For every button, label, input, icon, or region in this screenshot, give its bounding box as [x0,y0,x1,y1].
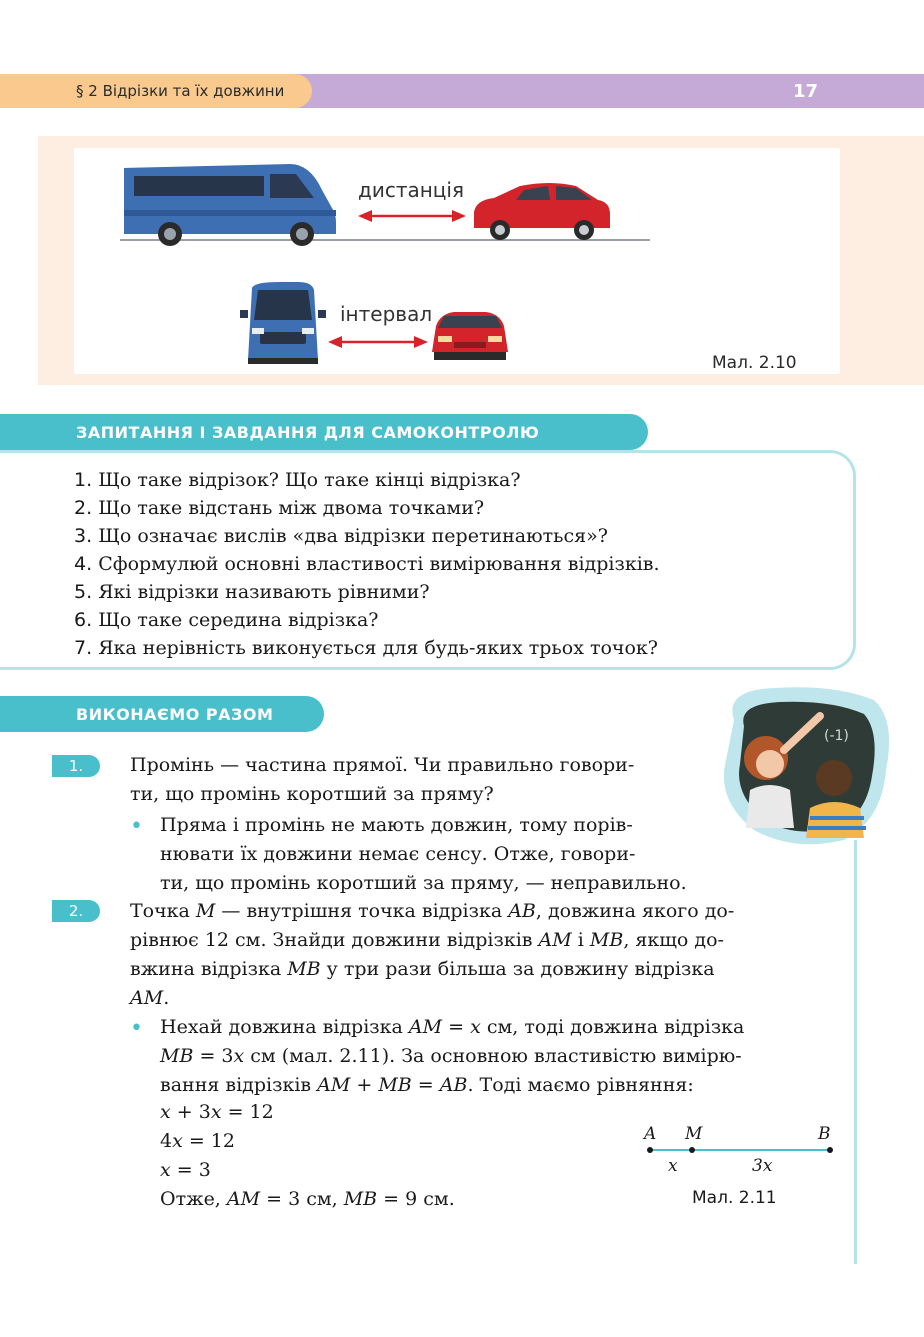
exercise-number-badge: 1. [52,755,100,777]
red-car-side-icon [474,183,610,240]
van-side-icon [124,164,336,246]
distance-arrow-icon [358,210,466,222]
page-number: 17 [792,80,818,102]
point-b-dot [827,1147,833,1153]
point-b-label: B [818,1124,831,1144]
figure-caption-2-11: Мал. 2.11 [692,1188,777,1208]
final-answer: Отже, AM = 3 см, MB = 9 см. [160,1188,455,1210]
bullet-icon: • [130,1016,143,1041]
list-item: 4. Сформулюй основні властивості вимірювання відрізків. [74,553,660,575]
point-a-dot [647,1147,653,1153]
red-car-front-icon [432,312,508,360]
list-item: 6. Що таке середина відрізка? [74,609,379,631]
exercise-number-badge: 2. [52,900,100,922]
figure-caption-2-10: Мал. 2.10 [712,353,797,373]
van-front-icon [240,282,326,364]
equation-3: x = 3 [160,1159,211,1181]
section-title: § 2 Відрізки та їх довжини [0,74,312,108]
point-m-dot [689,1147,695,1153]
exercise-2-solution: Нехай довжина відрізка AM = x см, тоді довжина відрізка MB = 3x см (мал. 2.11). За основною властивістю вимірю- вання відрізків AM + MB = AB. Тоді маємо рівняння: [160,1016,745,1096]
equation-2: 4x = 12 [160,1130,235,1152]
interval-label: інтервал [340,302,433,326]
kids-at-blackboard-image [714,680,894,850]
list-item: 1. Що таке відрізок? Що таке кінці відрізка? [74,469,521,491]
together-heading: ВИКОНАЄМО РАЗОМ [0,696,324,732]
segment-mb-label: 3x [752,1156,773,1176]
self-control-heading: ЗАПИТАННЯ І ЗАВДАННЯ ДЛЯ САМОКОНТРОЛЮ [0,414,648,450]
list-item: 3. Що означає вислів «два відрізки перетинаються»? [74,525,608,547]
exercise-1-text: Промінь — частина прямої. Чи правильно говори- ти, що промінь коротший за пряму? [130,754,635,805]
svg-text:(-1): (-1) [824,728,849,744]
segment-am-label: x [668,1156,678,1176]
list-item: 5. Які відрізки називають рівними? [74,581,430,603]
interval-arrow-icon [328,336,428,348]
exercise-1-solution: Пряма і промінь не мають довжин, тому порів- нювати їх довжини немає сенсу. Отже, говори- ти, що промінь коротший за пряму, — неправильно. [160,814,687,894]
question-list [74,466,660,662]
exercise-2-text: Точка M — внутрішня точка відрізка AB, довжина якого до- рівнює 12 см. Знайди довжини відрізків AM і MB, якщо до- вжина відрізка MB у три рази більша за довжину відрізка AM. [130,900,735,1009]
side-rule [854,840,857,1264]
bullet-icon: • [130,814,143,839]
point-m-label: M [685,1124,703,1144]
distance-label: дистанція [358,178,465,202]
list-item: 7. Яка нерівність виконується для будь-яких трьох точок? [74,637,658,659]
equation-1: x + 3x = 12 [160,1101,274,1123]
point-a-label: A [644,1124,657,1144]
list-item: 2. Що таке відстань між двома точками? [74,497,485,519]
